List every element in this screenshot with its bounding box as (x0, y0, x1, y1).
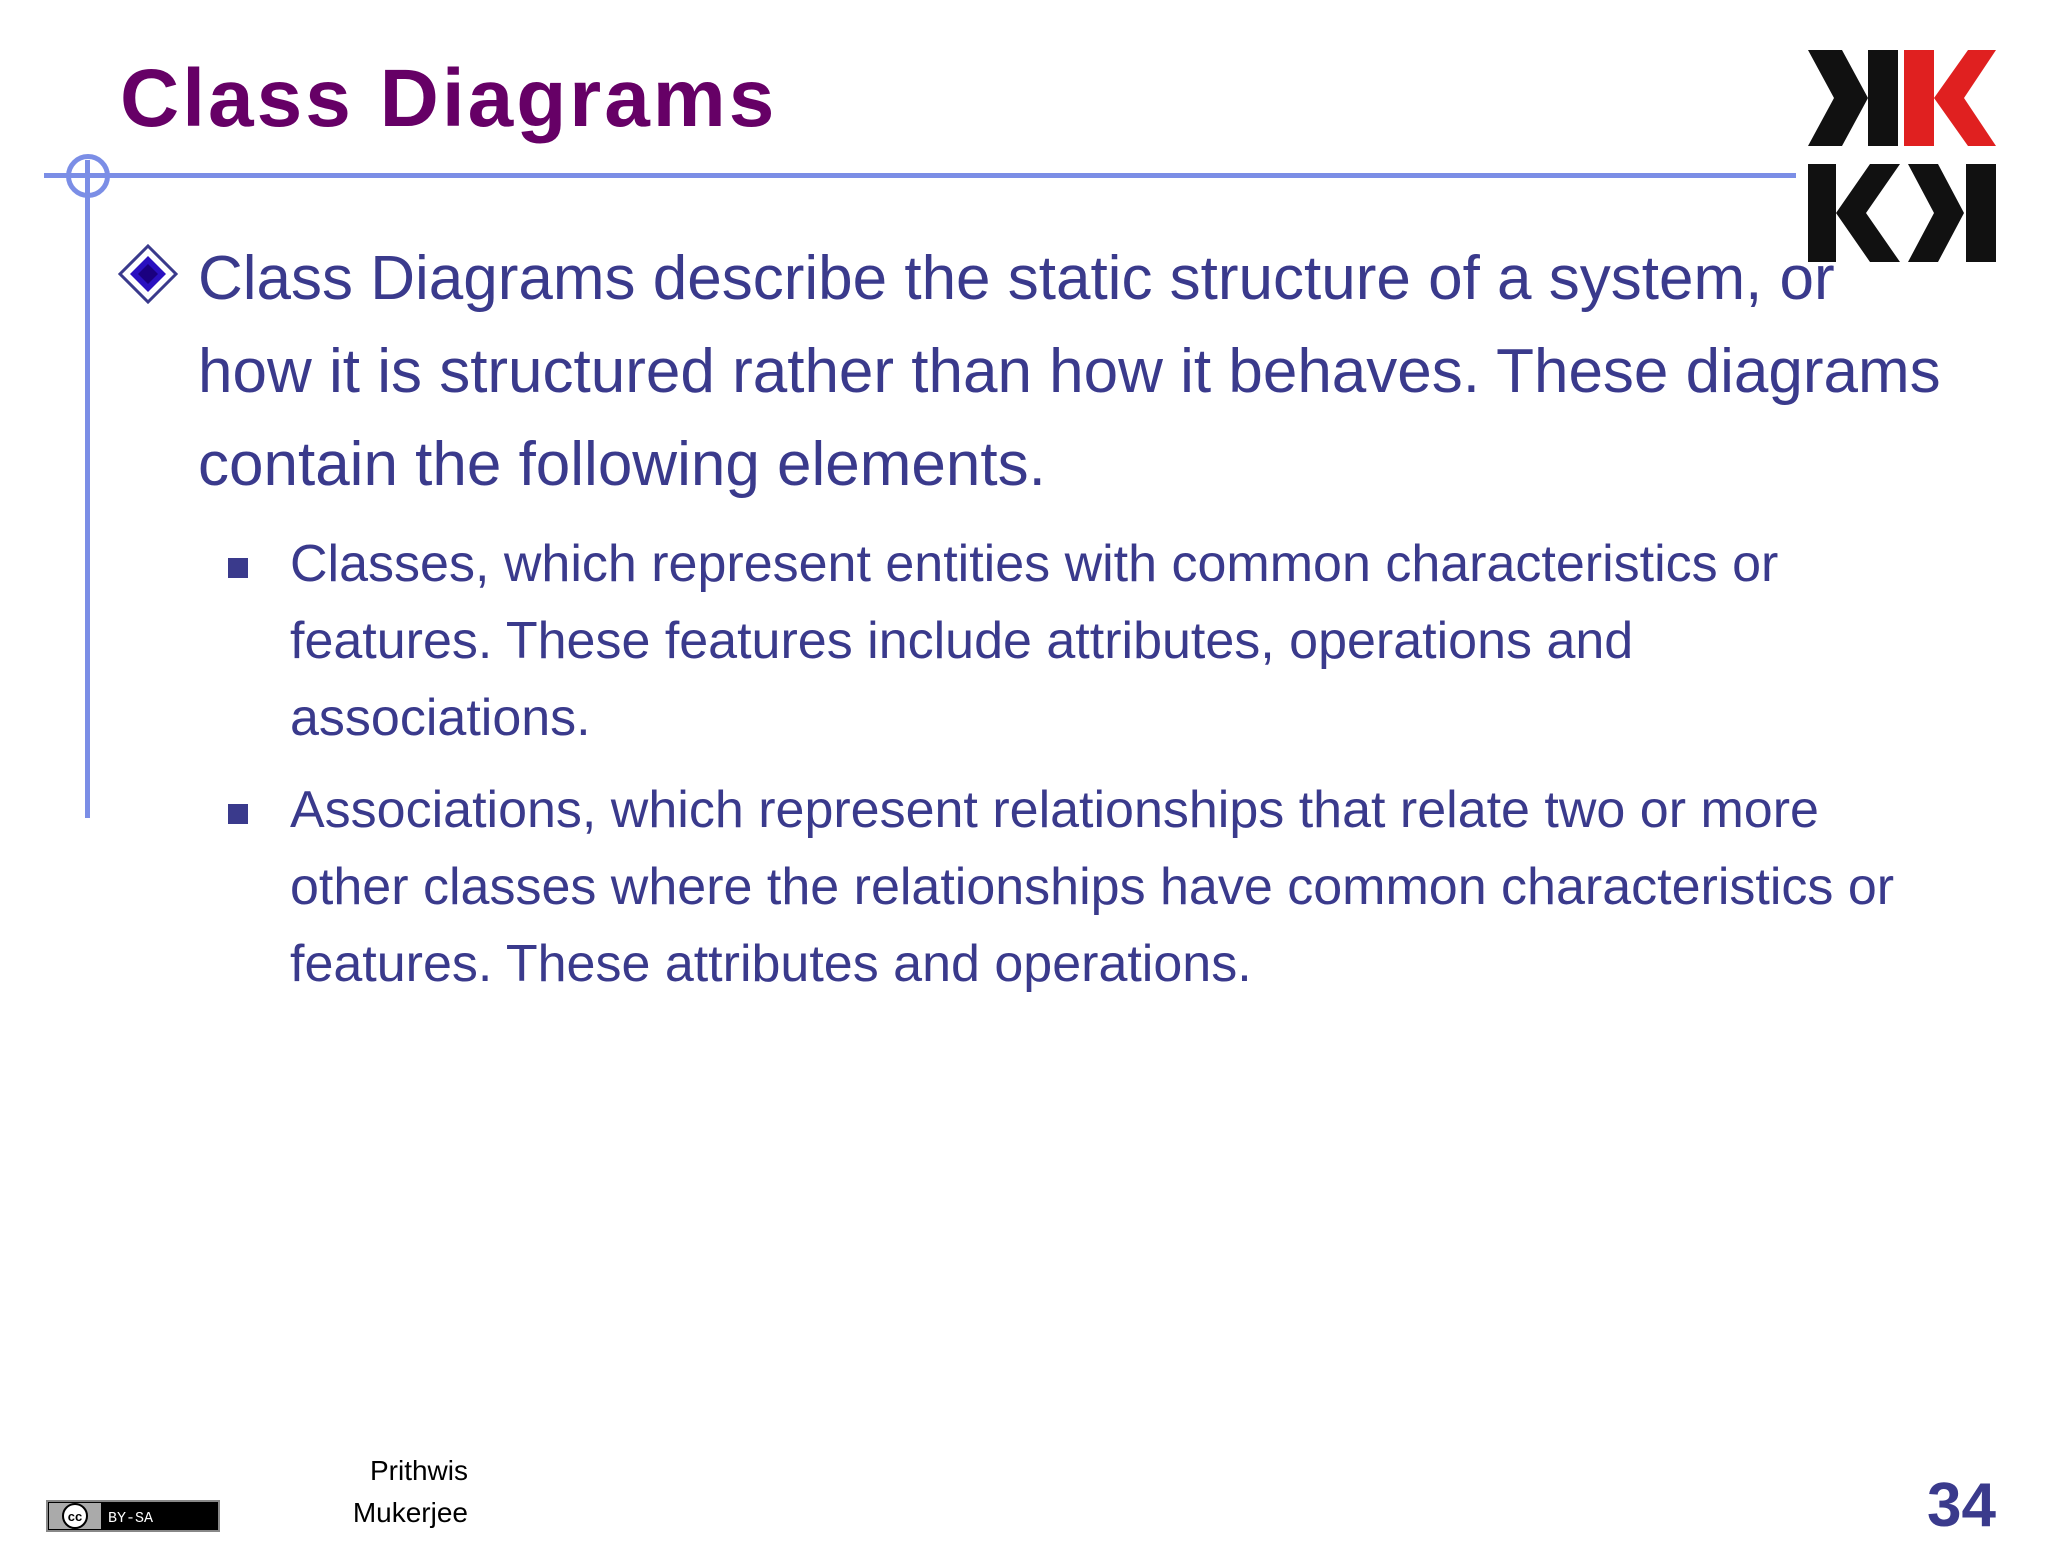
cc-license-icon (46, 1500, 220, 1532)
title-rule-horizontal (44, 173, 1796, 178)
author-last-name: Mukerjee (352, 1497, 468, 1528)
crosshair-icon (66, 154, 110, 198)
square-bullet-icon (228, 558, 248, 578)
author-first-name: Prithwis (369, 1455, 468, 1486)
diamond-bullet-icon (118, 244, 178, 304)
list-item-text: Classes, which represent entities with common characteristics or features. These features include attributes, operations and associations. (290, 535, 1779, 747)
svg-text:cc: cc (67, 1509, 83, 1524)
page-number: 34 (1927, 1471, 1996, 1540)
list-item-text: Associations, which represent relationships that relate two or more other classes where the relationships have common characteristics or features. These attributes and operations. (290, 781, 1895, 993)
square-bullet-icon (228, 804, 248, 824)
footer-author (300, 1450, 468, 1534)
slide-title: Class Diagrams (120, 53, 778, 144)
license-label: BY-SA (108, 1510, 154, 1527)
sub-bullet-list (228, 526, 1908, 1003)
list-item (228, 526, 1908, 757)
title-rule-vertical (85, 160, 90, 818)
list-item (228, 772, 1908, 1003)
main-bullet-text: Class Diagrams describe the static structure of a system, or how it is structured rather than how it behaves. These diagrams contain the following elements. (198, 244, 1941, 499)
